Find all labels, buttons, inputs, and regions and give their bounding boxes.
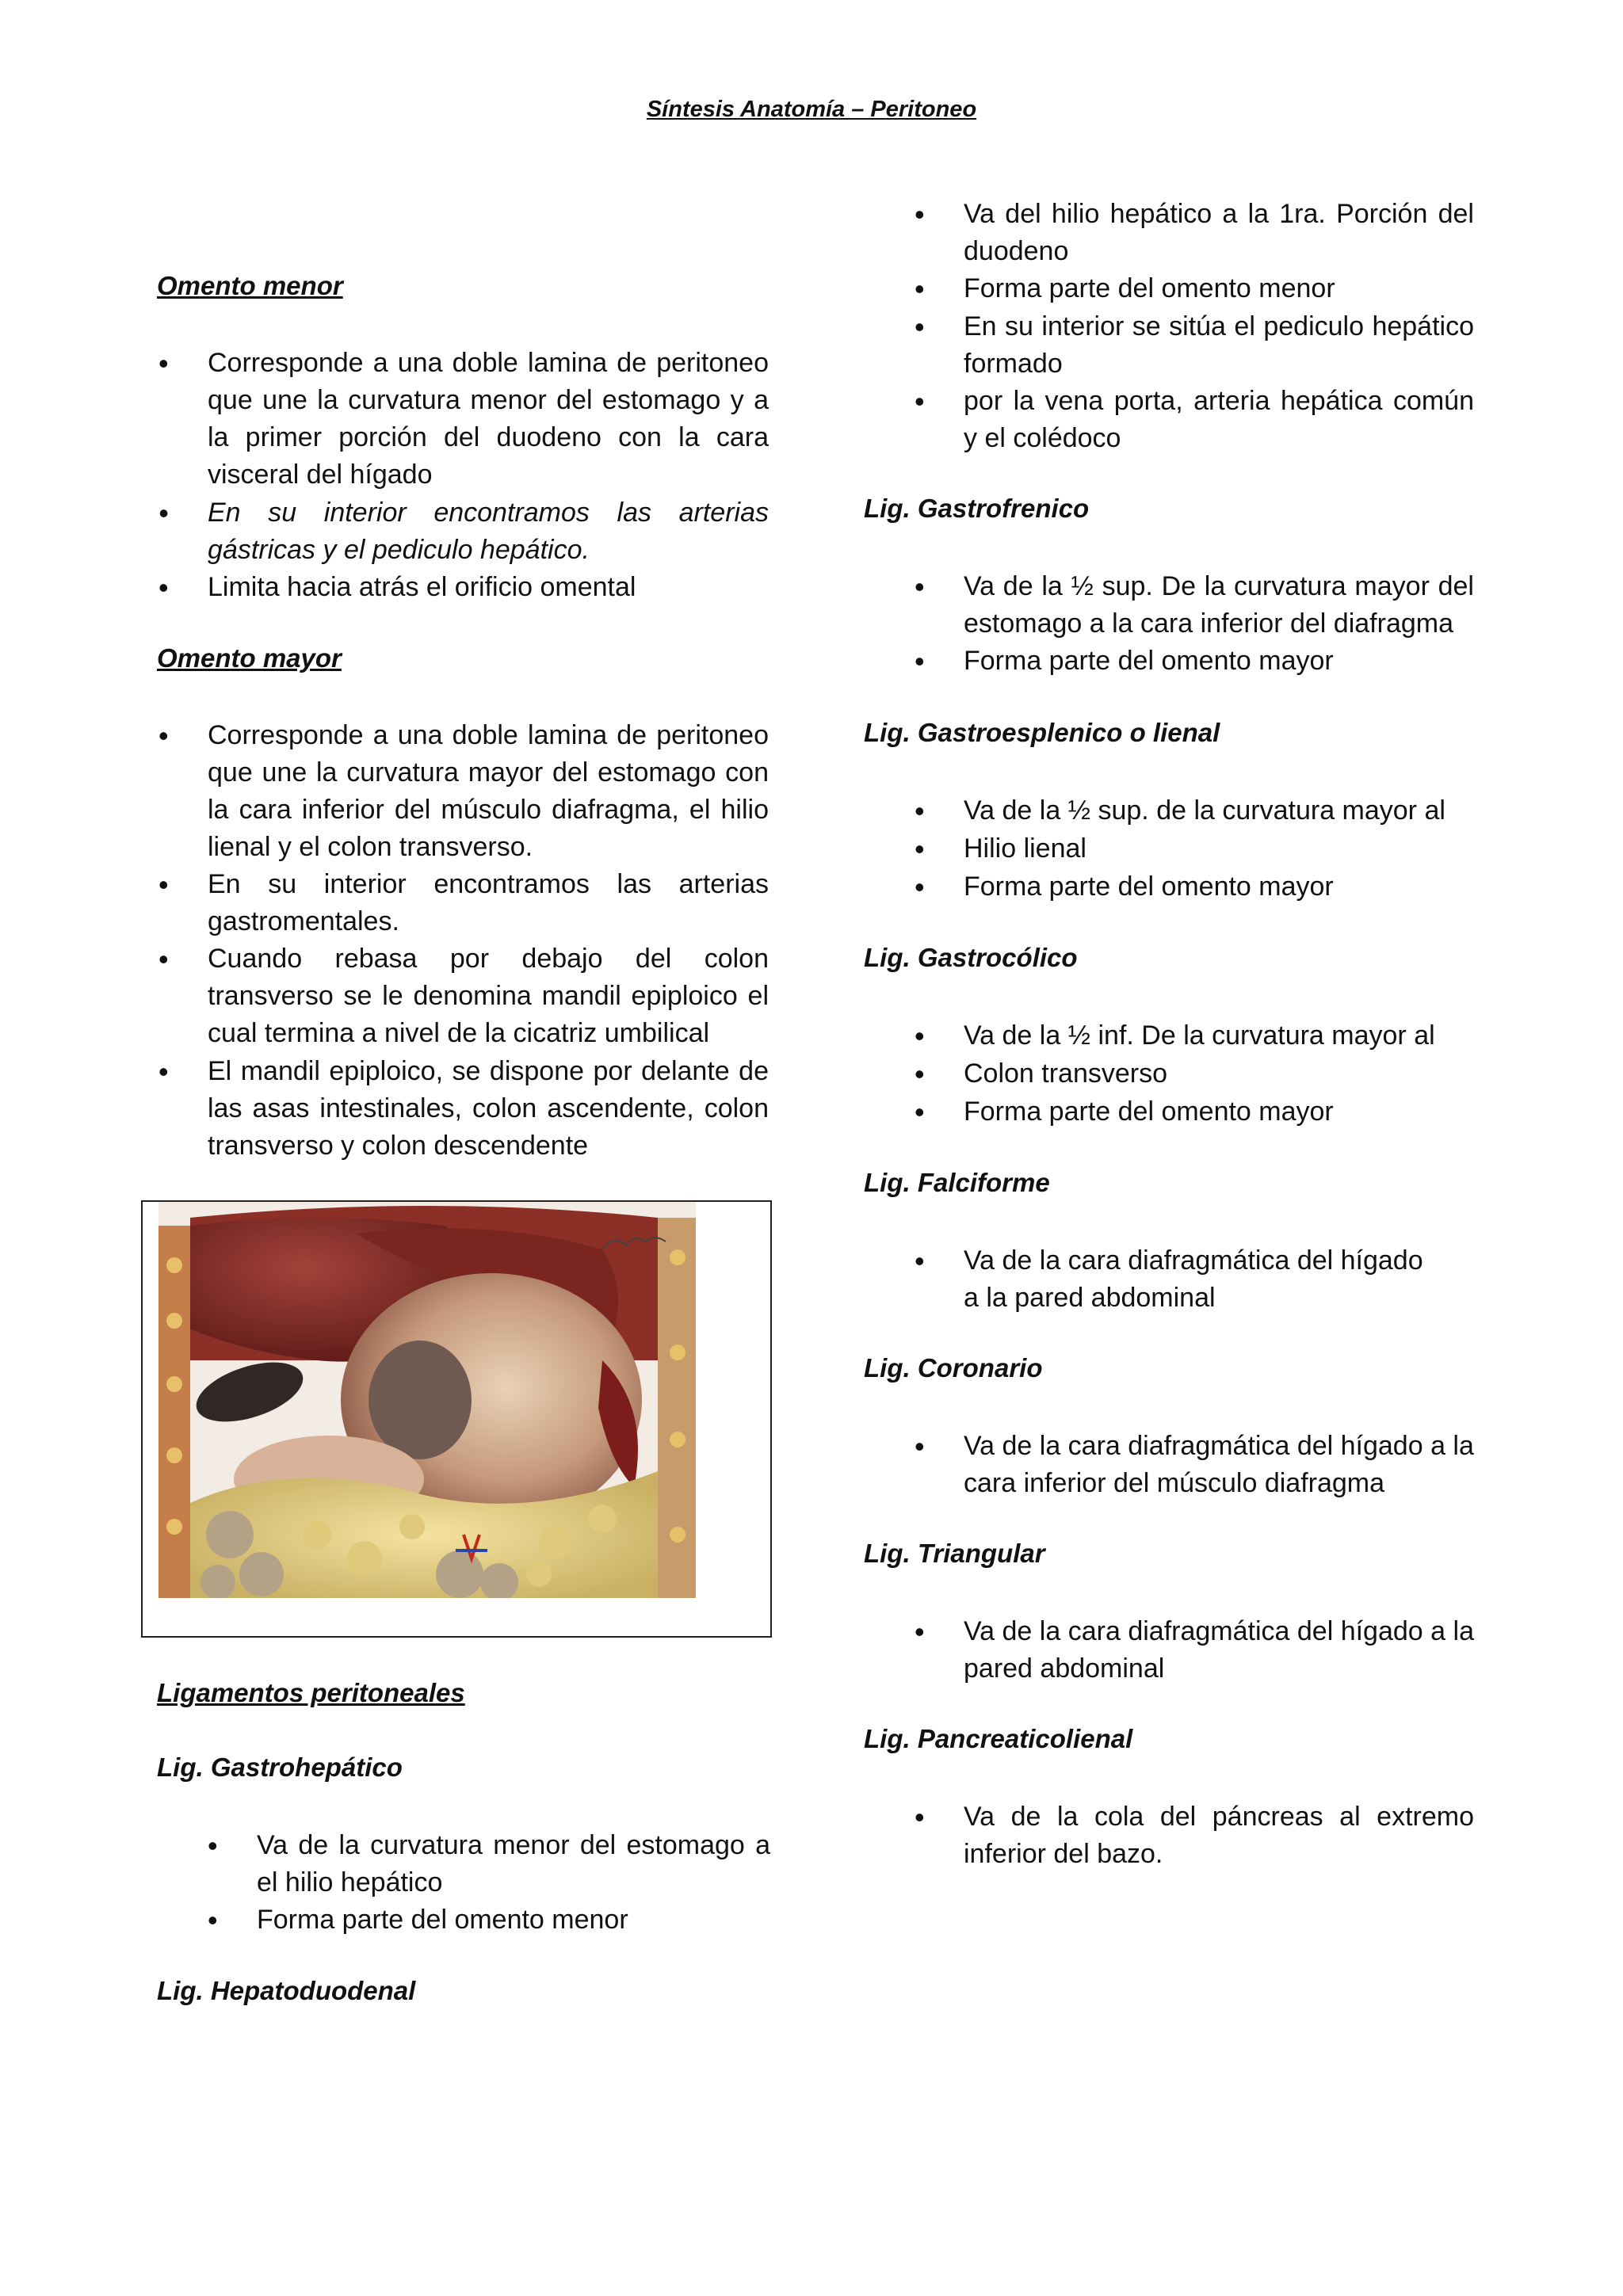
gastrocolico-heading: Lig. Gastrocólico xyxy=(864,943,1078,972)
omento-menor-heading: Omento menor xyxy=(157,271,343,300)
list-item-text: Corresponde a una doble lamina de peritoneo que une la curvatura mayor del estomago con la cara inferior del músculo diafragma, el hilio lienal y el colon transverso. xyxy=(208,720,769,862)
list-item-text: Forma parte del omento mayor xyxy=(964,1097,1334,1127)
gastroesplenico-item-3 xyxy=(964,868,1474,906)
gastrocolico-item-1 xyxy=(964,1017,1474,1055)
omento-mayor-item-4 xyxy=(208,1053,769,1165)
list-item-text: Va de la ½ sup. de la curvatura mayor al xyxy=(964,795,1445,826)
list-item-text: Corresponde a una doble lamina de peritoneo que une la curvatura menor del estomago y a la primer porción del duodeno con la cara visceral del hígado xyxy=(208,348,769,490)
gastrofrenico-item-2 xyxy=(964,643,1474,680)
list-item-text: En su interior se sitúa el pediculo hepático formado xyxy=(964,311,1474,379)
list-item-text: por la vena porta, arteria hepática común y el colédoco xyxy=(964,386,1474,453)
list-item-text: Va de la cola del páncreas al extremo inferior del bazo. xyxy=(964,1802,1474,1869)
falciforme-item-1 xyxy=(964,1242,1439,1317)
gastroesplenico-item-1 xyxy=(964,792,1474,830)
omento-menor-item-1 xyxy=(208,345,769,494)
gastroesplenico-heading: Lig. Gastroesplenico o lienal xyxy=(864,718,1220,747)
triangular-heading: Lig. Triangular xyxy=(864,1539,1045,1568)
coronario-item-1 xyxy=(964,1428,1474,1502)
omento-mayor-item-2 xyxy=(208,866,769,940)
coronario-heading: Lig. Coronario xyxy=(864,1353,1043,1383)
list-item-text: Colon transverso xyxy=(964,1058,1168,1089)
list-item-text: En su interior encontramos las arterias gástricas y el pediculo hepático. xyxy=(208,498,769,565)
list-item-text: Va de la cara diafragmática del hígado a la pared abdominal xyxy=(964,1616,1474,1684)
triangular-item-1 xyxy=(964,1613,1474,1688)
list-item-text: Va del hilio hepático a la 1ra. Porción del duodeno xyxy=(964,199,1474,266)
gastroesplenico-item-2 xyxy=(964,830,1474,868)
gastrocolico-item-3 xyxy=(964,1093,1474,1131)
list-item-text: En su interior encontramos las arterias gastromentales. xyxy=(208,869,769,936)
omento-mayor-item-1 xyxy=(208,717,769,866)
list-item-text: Va de la cara diafragmática del hígado a la pared abdominal xyxy=(964,1245,1423,1313)
ligamentos-heading: Ligamentos peritoneales xyxy=(157,1678,465,1707)
list-item-text: Va de la ½ inf. De la curvatura mayor al xyxy=(964,1020,1435,1051)
list-item-text: Va de la curvatura menor del estomago a el hilio hepático xyxy=(257,1830,770,1897)
gastrocolico-item-2 xyxy=(964,1055,1474,1093)
list-item-text: Forma parte del omento mayor xyxy=(964,646,1334,676)
gastrohepatico-item-2 xyxy=(257,1901,770,1939)
list-item-text: Va de la ½ sup. De la curvatura mayor del estomago a la cara inferior del diafragma xyxy=(964,571,1474,639)
anatomy-illustration xyxy=(158,1202,696,1598)
hepatoduodenal-item-3 xyxy=(964,308,1474,383)
page-title: Síntesis Anatomía – Peritoneo xyxy=(646,97,977,122)
list-item-text: Va de la cara diafragmática del hígado a la cara inferior del músculo diafragma xyxy=(964,1431,1474,1498)
omento-menor-item-3 xyxy=(208,569,769,606)
omento-menor-item-2 xyxy=(208,494,769,569)
omento-mayor-heading: Omento mayor xyxy=(157,643,342,673)
list-item-text: Forma parte del omento mayor xyxy=(964,871,1334,902)
hepatoduodenal-item-1 xyxy=(964,196,1474,270)
hepatoduodenal-heading: Lig. Hepatoduodenal xyxy=(157,1976,416,2005)
hepatoduodenal-item-4 xyxy=(964,383,1474,457)
list-item-text: Cuando rebasa por debajo del colon transverso se le denomina mandil epiploico el cual termina a nivel de la cicatriz umbilical xyxy=(208,944,769,1048)
list-item-text: Forma parte del omento menor xyxy=(257,1905,628,1935)
gastrofrenico-heading: Lig. Gastrofrenico xyxy=(864,494,1090,523)
gastrohepatico-heading: Lig. Gastrohepático xyxy=(157,1753,403,1782)
pancreaticolienal-item-1 xyxy=(964,1798,1474,1873)
gastrohepatico-item-1 xyxy=(257,1827,770,1901)
falciforme-heading: Lig. Falciforme xyxy=(864,1168,1050,1197)
list-item-text: Limita hacia atrás el orificio omental xyxy=(208,572,636,602)
omento-mayor-item-3 xyxy=(208,940,769,1052)
list-item-text: El mandil epiploico, se dispone por delante de las asas intestinales, colon ascendente, colon transverso y colon descendente xyxy=(208,1056,769,1161)
gastrofrenico-item-1 xyxy=(964,568,1474,643)
hepatoduodenal-item-2 xyxy=(964,270,1474,307)
pancreaticolienal-heading: Lig. Pancreaticolienal xyxy=(864,1724,1133,1753)
list-item-text: Forma parte del omento menor xyxy=(964,273,1335,303)
anatomy-figure-frame xyxy=(141,1200,772,1638)
list-item-text: Hilio lienal xyxy=(964,833,1086,864)
